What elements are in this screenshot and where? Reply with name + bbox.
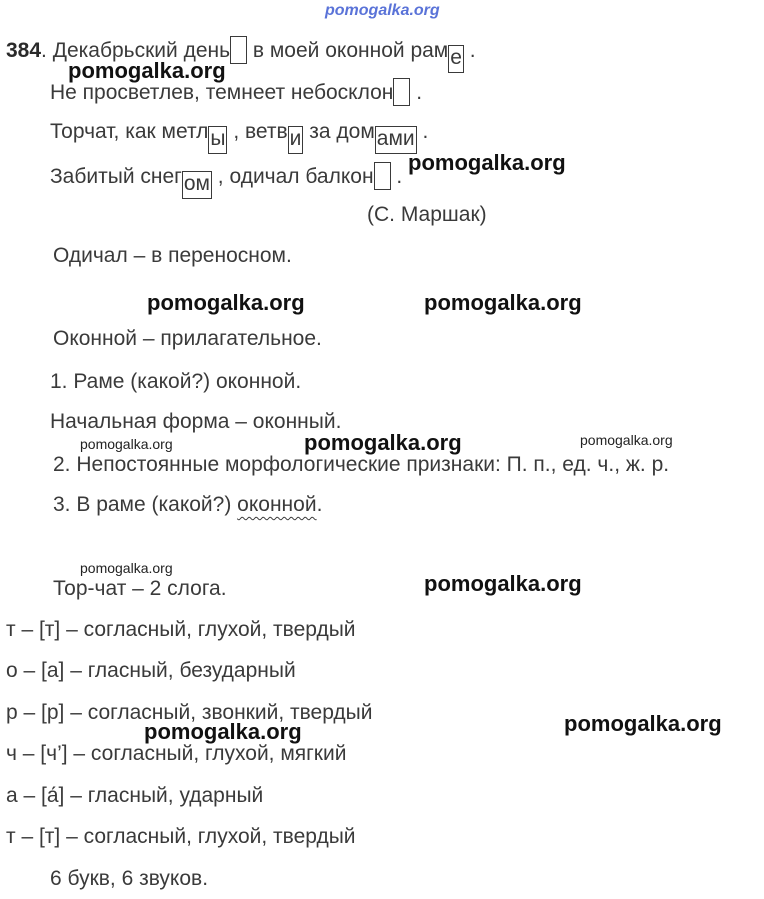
watermark: pomogalka.org xyxy=(304,430,462,455)
sound-row: т – [т] – согласный, глухой, твердый xyxy=(6,618,356,641)
okonnoy-heading: Оконной – прилагательное. xyxy=(53,327,322,350)
poem-line-2: Не просветлев, темнеет небосклон . xyxy=(50,78,422,106)
ending-box: ами xyxy=(375,126,417,154)
sound-row: ч – [ч’] – согласный, глухой, мягкий xyxy=(6,742,347,765)
watermark: pomogalka.org xyxy=(80,436,173,452)
watermark: pomogalka.org xyxy=(68,58,226,83)
watermark: pomogalka.org xyxy=(144,719,302,744)
summary: 6 букв, 6 звуков. xyxy=(50,867,209,890)
ending-box: ы xyxy=(208,126,227,154)
step-2: 2. Непостоянные морфологические признаки: П. п., ед. ч., ж. р. xyxy=(53,453,670,476)
ending-box xyxy=(374,162,391,190)
ending-box: ом xyxy=(182,171,212,199)
watermark: pomogalka.org xyxy=(147,290,305,315)
watermark: pomogalka.org xyxy=(424,571,582,596)
wavy-underlined-word: оконной xyxy=(237,493,317,516)
watermark: pomogalka.org xyxy=(408,150,566,175)
ending-box: е xyxy=(448,45,464,73)
watermark: pomogalka.org xyxy=(80,560,173,576)
watermark-top: pomogalka.org xyxy=(325,2,440,19)
ending-box xyxy=(230,36,247,64)
ending-box: и xyxy=(288,126,304,154)
step-1: 1. Раме (какой?) оконной. xyxy=(50,370,302,393)
odichal-note: Одичал – в переносном. xyxy=(53,244,292,267)
watermark: pomogalka.org xyxy=(424,290,582,315)
poem-author: (С. Маршак) xyxy=(367,203,487,226)
watermark: pomogalka.org xyxy=(564,711,722,736)
ending-box xyxy=(393,78,410,106)
poem-line-3: Торчат, как метлы , ветви за домами . xyxy=(50,119,428,154)
step-3: 3. В раме (какой?) оконной. xyxy=(53,493,323,516)
sound-row: р – [р] – согласный, звонкий, твердый xyxy=(6,701,373,724)
sound-row: т – [т] – согласный, глухой, твердый xyxy=(6,825,356,848)
poem-line-1: 384. Декабрьский день в моей оконной раме . xyxy=(6,36,476,73)
sound-row: а – [а́] – гласный, ударный xyxy=(6,784,264,807)
sound-row: о – [а] – гласный, безударный xyxy=(6,659,296,682)
initial-form: Начальная форма – оконный. xyxy=(50,410,342,433)
syllables-note: Тор-чат – 2 слога. xyxy=(53,577,227,600)
poem-line-4: Забитый снегом , одичал балкон . xyxy=(50,162,402,199)
exercise-number: 384 xyxy=(6,39,42,62)
watermark: pomogalka.org xyxy=(580,432,673,448)
